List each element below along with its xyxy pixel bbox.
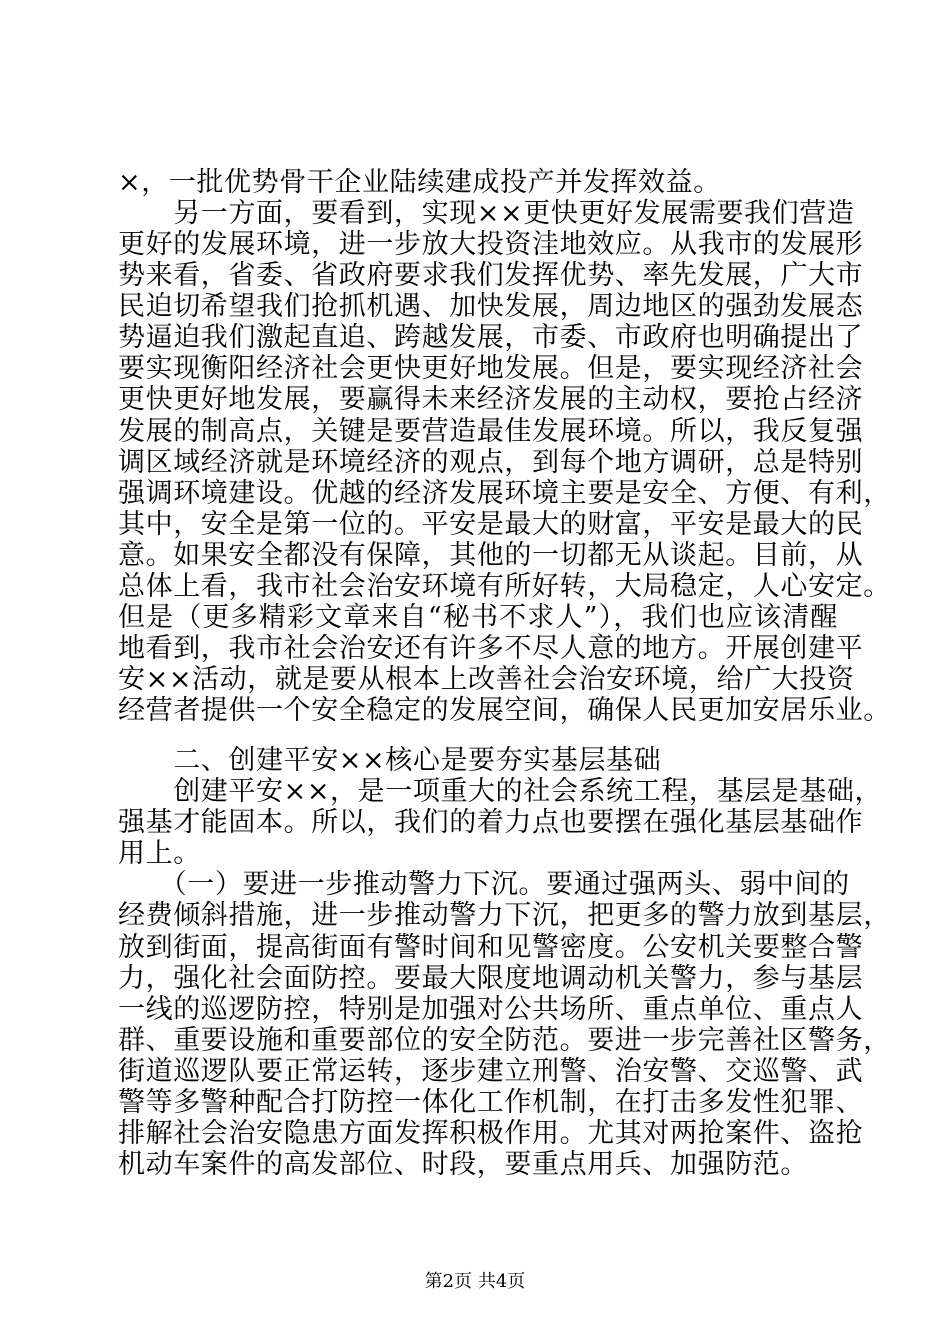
body-text-line: 民迫切希望我们抢抓机遇、加快发展，周边地区的强劲发展态 [118, 291, 864, 322]
body-text-line: 其中，安全是第一位的。平安是最大的财富，平安是最大的民 [118, 509, 864, 540]
page-footer [0, 1270, 950, 1294]
body-text-line: 意。如果安全都没有保障，其他的一切都无从谈起。目前，从 [118, 540, 864, 571]
body-text-line: 更快更好地发展，要赢得未来经济发展的主动权，要抢占经济 [118, 384, 864, 415]
body-text-line: 势来看，省委、省政府要求我们发挥优势、率先发展，广大市 [118, 260, 864, 291]
body-text-line: 地看到，我市社会治安还有许多不尽人意的地方。开展创建平 [118, 633, 864, 664]
body-text-line: 调区域经济就是环境经济的观点，到每个地方调研，总是特别 [118, 447, 864, 478]
paragraph-start-line: 创建平安××，是一项重大的社会系统工程，基层是基础， [118, 776, 883, 807]
body-text-line: 放到街面，提高街面有警时间和见警密度。公安机关要整合警 [118, 932, 864, 963]
body-text-line: 警等多警种配合打防控一体化工作机制，在打击多发性犯罪、 [118, 1087, 864, 1118]
body-text-line: 群、重要设施和重要部位的安全防范。要进一步完善社区警务， [118, 1025, 891, 1056]
page-number-label: 第2页 共4页 [424, 1271, 526, 1292]
body-text-line: 强基才能固本。所以，我们的着力点也要摆在强化基层基础作 [118, 807, 864, 838]
body-text-line: 机动车案件的高发部位、时段，要重点用兵、加强防范。 [118, 1149, 808, 1180]
body-text-line: 一线的巡逻防控，特别是加强对公共场所、重点单位、重点人 [118, 994, 864, 1025]
body-text-line: 经费倾斜措施，进一步推动警力下沉，把更多的警力放到基层， [118, 900, 891, 931]
body-text-line: 强调环境建设。优越的经济发展环境主要是安全、方便、有利， [118, 478, 891, 509]
body-text-line: 经营者提供一个安全稳定的发展空间，确保人民更加安居乐业。 [118, 695, 891, 726]
body-text-line: ×，一批优势骨干企业陆续建成投产并发挥效益。 [118, 167, 721, 198]
body-text-line: 但是（更多精彩文章来自“秘书不求人”），我们也应该清醒 [118, 602, 838, 633]
body-text-line: 总体上看，我市社会治安环境有所好转，大局稳定，人心安定。 [118, 571, 891, 602]
paragraph-start-line: 另一方面，要看到，实现××更快更好发展需要我们营造 [118, 198, 855, 229]
body-text-line: 更好的发展环境，进一步放大投资洼地效应。从我市的发展形 [118, 229, 864, 260]
body-text-line: 力，强化社会面防控。要最大限度地调动机关警力，参与基层 [118, 963, 864, 994]
body-text-line: 要实现衡阳经济社会更快更好地发展。但是，要实现经济社会 [118, 353, 864, 384]
section-heading: 二、创建平安××核心是要夯实基层基础 [118, 745, 662, 776]
body-text-line: 街道巡逻队要正常运转，逐步建立刑警、治安警、交巡警、武 [118, 1056, 864, 1087]
body-text-line: 用上。 [118, 838, 201, 869]
body-text-line: 安××活动，就是要从根本上改善社会治安环境，给广大投资 [118, 664, 855, 695]
body-text-line: 排解社会治安隐患方面发挥积极作用。尤其对两抢案件、盗抢 [118, 1118, 864, 1149]
body-text-line: 势逼迫我们激起直追、跨越发展，市委、市政府也明确提出了 [118, 322, 864, 353]
paragraph-start-line: （一）要进一步推动警力下沉。要通过强两头、弱中间的 [118, 869, 850, 900]
body-text-line: 发展的制高点，关键是要营造最佳发展环境。所以，我反复强 [118, 416, 864, 447]
